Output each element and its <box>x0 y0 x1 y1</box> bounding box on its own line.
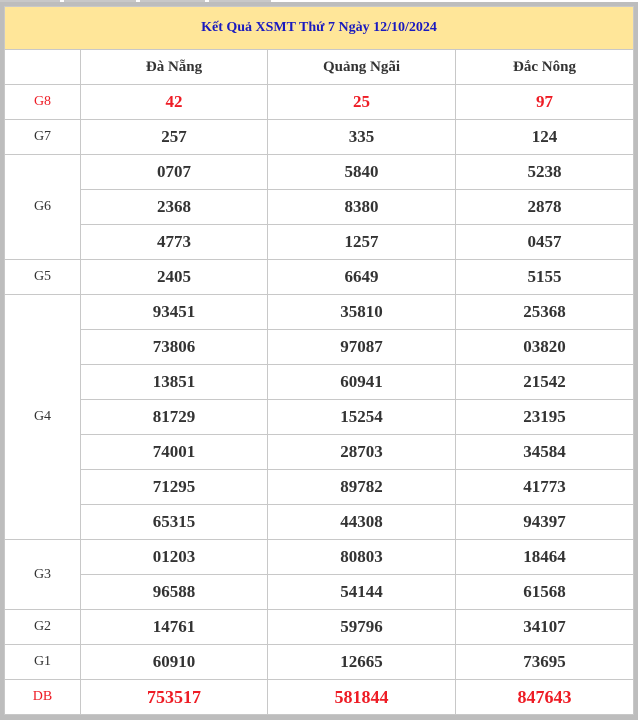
prize-row-g5 <box>5 260 634 295</box>
column-header-da-nang: Đà Nẵng <box>81 50 268 85</box>
prize-label: G5 <box>5 260 81 295</box>
result-number: 25 <box>268 85 456 120</box>
result-number: 35810 <box>268 295 456 330</box>
result-number: 13851 <box>81 365 268 400</box>
result-number: 0457 <box>456 225 634 260</box>
prize-row-db <box>5 680 634 715</box>
column-header-dac-nong: Đắc Nông <box>456 50 634 85</box>
result-number: 2405 <box>81 260 268 295</box>
prize-row-g8 <box>5 85 634 120</box>
result-number: 65315 <box>81 505 268 540</box>
lottery-results-table <box>4 6 634 715</box>
result-number: 93451 <box>81 295 268 330</box>
column-header-prize <box>5 50 81 85</box>
prize-row-g4 <box>5 295 634 330</box>
result-number: 2368 <box>81 190 268 225</box>
jackpot-number: 753517 <box>81 680 268 715</box>
result-number: 14761 <box>81 610 268 645</box>
result-number: 25368 <box>456 295 634 330</box>
result-number: 71295 <box>81 470 268 505</box>
result-number: 42 <box>81 85 268 120</box>
result-number: 257 <box>81 120 268 155</box>
result-number: 41773 <box>456 470 634 505</box>
prize-row-g2 <box>5 610 634 645</box>
result-number: 89782 <box>268 470 456 505</box>
result-number: 59796 <box>268 610 456 645</box>
result-number: 5238 <box>456 155 634 190</box>
result-number: 18464 <box>456 540 634 575</box>
result-number: 335 <box>268 120 456 155</box>
result-number: 73806 <box>81 330 268 365</box>
result-number: 54144 <box>268 575 456 610</box>
result-number: 44308 <box>268 505 456 540</box>
result-number: 61568 <box>456 575 634 610</box>
result-number: 97087 <box>268 330 456 365</box>
results-frame <box>0 2 638 720</box>
result-number: 03820 <box>456 330 634 365</box>
prize-row-g4 <box>5 330 634 365</box>
result-number: 0707 <box>81 155 268 190</box>
result-number: 28703 <box>268 435 456 470</box>
prize-row-g4 <box>5 400 634 435</box>
result-number: 60910 <box>81 645 268 680</box>
column-header-row <box>5 50 634 85</box>
prize-row-g4 <box>5 470 634 505</box>
result-number: 80803 <box>268 540 456 575</box>
table-title: Kết Quả XSMT Thứ 7 Ngày 12/10/2024 <box>5 7 634 50</box>
title-row <box>5 7 634 50</box>
jackpot-number: 847643 <box>456 680 634 715</box>
result-number: 12665 <box>268 645 456 680</box>
prize-label: G3 <box>5 540 81 610</box>
result-number: 5840 <box>268 155 456 190</box>
result-number: 34107 <box>456 610 634 645</box>
result-number: 21542 <box>456 365 634 400</box>
prize-row-g4 <box>5 505 634 540</box>
prize-row-g1 <box>5 645 634 680</box>
result-number: 97 <box>456 85 634 120</box>
prize-label: G2 <box>5 610 81 645</box>
prize-label: G6 <box>5 155 81 260</box>
prize-row-g6 <box>5 190 634 225</box>
result-number: 15254 <box>268 400 456 435</box>
result-number: 23195 <box>456 400 634 435</box>
result-number: 124 <box>456 120 634 155</box>
prize-row-g3 <box>5 540 634 575</box>
result-number: 01203 <box>81 540 268 575</box>
jackpot-number: 581844 <box>268 680 456 715</box>
prize-label: G1 <box>5 645 81 680</box>
result-number: 73695 <box>456 645 634 680</box>
result-number: 4773 <box>81 225 268 260</box>
prize-row-g4 <box>5 365 634 400</box>
prize-label: G7 <box>5 120 81 155</box>
result-number: 2878 <box>456 190 634 225</box>
prize-row-g3 <box>5 575 634 610</box>
result-number: 60941 <box>268 365 456 400</box>
result-number: 74001 <box>81 435 268 470</box>
result-number: 81729 <box>81 400 268 435</box>
prize-row-g6 <box>5 225 634 260</box>
prize-row-g7 <box>5 120 634 155</box>
prize-row-g4 <box>5 435 634 470</box>
result-number: 34584 <box>456 435 634 470</box>
prize-row-g6 <box>5 155 634 190</box>
column-header-quang-ngai: Quảng Ngãi <box>268 50 456 85</box>
prize-label: DB <box>5 680 81 715</box>
result-number: 94397 <box>456 505 634 540</box>
result-number: 1257 <box>268 225 456 260</box>
result-number: 8380 <box>268 190 456 225</box>
prize-label: G4 <box>5 295 81 540</box>
result-number: 6649 <box>268 260 456 295</box>
result-number: 5155 <box>456 260 634 295</box>
prize-label: G8 <box>5 85 81 120</box>
result-number: 96588 <box>81 575 268 610</box>
